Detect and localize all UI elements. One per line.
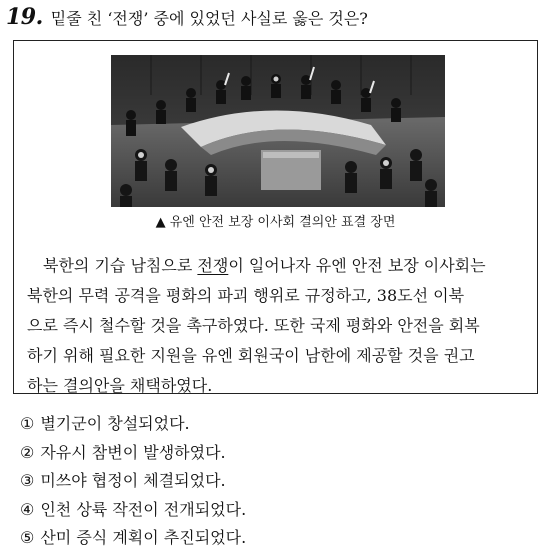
passage-line: 북한의 무력 공격을 평화의 파괴 행위로 규정하고, 38도선 이북 [27, 286, 465, 305]
option-text: 별기군이 창설되었다. [40, 414, 190, 433]
option-mark: ③ [20, 471, 35, 490]
passage-line [27, 251, 527, 281]
passage-line: 하기 위해 필요한 지원을 유엔 회원국이 남한에 제공할 것을 권고 [27, 346, 475, 365]
option-5[interactable] [20, 524, 246, 553]
option-1[interactable] [20, 410, 246, 439]
option-mark: ⑤ [20, 528, 35, 547]
question-header [6, 4, 368, 32]
option-text: 자유시 참변이 발생하였다. [40, 442, 226, 462]
passage-line-post: 이 일어나자 유엔 안전 보장 이사회는 [228, 256, 486, 275]
option-text: 인천 상륙 작전이 전개되었다. [40, 499, 247, 519]
option-mark: ② [20, 442, 35, 462]
passage-box [13, 40, 538, 394]
underlined-term: 전쟁 [197, 256, 229, 275]
option-mark: ① [20, 414, 35, 433]
passage-line-pre: 북한의 기습 남침으로 [43, 256, 198, 275]
passage-text [27, 251, 527, 401]
question-text: 밑줄 친 ‘전쟁’ 중에 있었던 사실로 옳은 것은? [50, 9, 368, 28]
passage-line: 하는 결의안을 채택하였다. [27, 376, 213, 395]
option-2[interactable] [20, 439, 246, 468]
option-mark: ④ [20, 499, 35, 519]
option-text: 산미 증식 계획이 추진되었다. [40, 528, 247, 547]
un-security-council-photo [111, 55, 445, 207]
photo-caption: ▲ 유엔 안전 보장 이사회 결의안 표결 장면 [155, 215, 396, 230]
passage-line: 으로 즉시 철수할 것을 촉구하였다. 또한 국제 평화와 안전을 회복 [27, 316, 480, 335]
question-number: 19. [6, 4, 43, 30]
option-text: 미쓰야 협정이 체결되었다. [40, 471, 226, 490]
answer-options [20, 410, 246, 553]
option-4[interactable] [20, 496, 246, 525]
option-3[interactable] [20, 467, 246, 496]
